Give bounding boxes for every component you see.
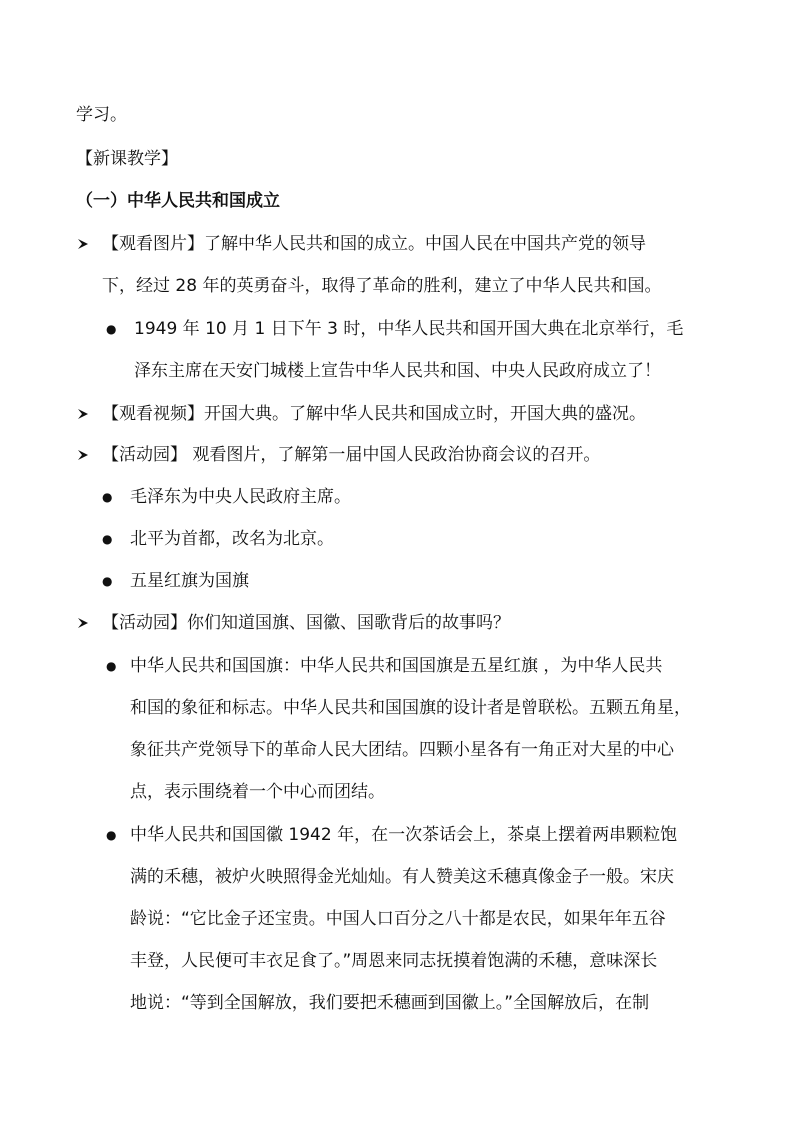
text-line-19: 满的禾穗，被炉火映照得金光灿灿。有人赞美这禾穗真像金子一般。宋庆 xyxy=(130,867,674,887)
dot-bullet-icon: ● xyxy=(106,828,117,842)
dot-bullet-icon: ● xyxy=(106,322,117,336)
text-line-21: 丰登，人民便可丰衣足食了。”周恩来同志抚摸着饱满的禾穗，意味深长 xyxy=(130,951,658,971)
text-line-10: 毛泽东为中央人民政府主席。 xyxy=(130,487,351,507)
dot-bullet-icon: ● xyxy=(102,574,113,588)
text-line-5: 下，经过 28 年的英勇奋斗，取得了革命的胜利，建立了中华人民共和国。 xyxy=(102,276,662,296)
arrow-bullet-icon xyxy=(76,403,90,425)
text-line-20: 龄说：“它比金子还宝贵。中国人口百分之八十都是农民，如果年年五谷 xyxy=(130,909,666,929)
text-line-7: 泽东主席在天安门城楼上宣告中华人民共和国、中央人民政府成立了！ xyxy=(134,361,661,381)
dot-bullet-icon: ● xyxy=(102,532,113,546)
text-line-1: 学习。 xyxy=(76,105,127,125)
dot-bullet-icon: ● xyxy=(102,490,113,504)
arrow-bullet-icon xyxy=(76,612,90,634)
section-heading-new-lesson: 【新课教学】 xyxy=(76,149,178,169)
text-line-6: 1949 年 10 月 1 日下午 3 时，中华人民共和国开国大典在北京举行，毛 xyxy=(134,319,684,339)
text-line-4: 【观看图片】了解中华人民共和国的成立。中国人民在中国共产党的领导 xyxy=(102,234,646,254)
text-line-18: 中华人民共和国国徽 1942 年，在一次茶话会上，茶桌上摆着两串颗粒饱 xyxy=(130,825,678,845)
arrow-bullet-icon xyxy=(76,233,90,255)
dot-bullet-icon: ● xyxy=(106,659,117,673)
text-line-8: 【观看视频】开国大典。了解中华人民共和国成立时，开国大典的盛况。 xyxy=(102,404,646,424)
text-line-9: 【活动园】 观看图片，了解第一届中国人民政治协商会议的召开。 xyxy=(102,445,601,465)
text-line-17: 点，表示围绕着一个中心而团结。 xyxy=(130,782,385,802)
arrow-bullet-icon xyxy=(76,444,90,466)
text-line-15: 和国的象征和标志。中华人民共和国国旗的设计者是曾联松。五颗五角星， xyxy=(130,698,691,718)
text-line-22: 地说：“等到全国解放，我们要把禾穗画到国徽上。”全国解放后，在制 xyxy=(130,993,650,1013)
text-line-14: 中华人民共和国国旗：中华人民共和国国旗是五星红旗 ，为中华人民共 xyxy=(130,656,663,676)
text-line-12: 五星红旗为国旗 xyxy=(130,571,249,591)
subsection-heading: （一）中华人民共和国成立 xyxy=(76,191,280,211)
text-line-16: 象征共产党领导下的革命人民大团结。四颗小星各有一角正对大星的中心 xyxy=(130,740,674,760)
text-line-11: 北平为首都，改名为北京。 xyxy=(130,529,334,549)
text-line-13: 【活动园】你们知道国旗、国徽、国歌背后的故事吗？ xyxy=(102,613,510,633)
